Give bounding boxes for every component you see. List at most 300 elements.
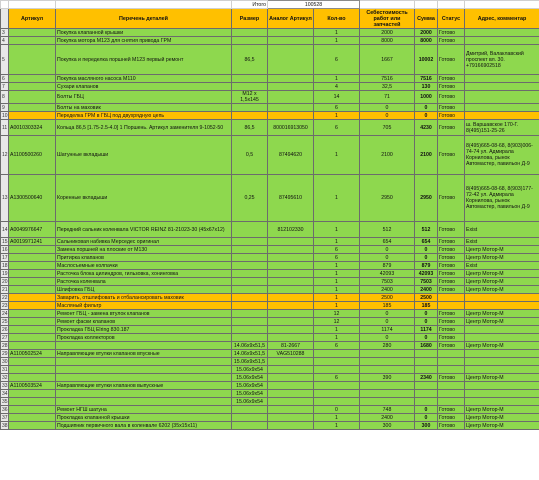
table-cell[interactable] (9, 29, 56, 37)
table-cell[interactable]: 2500 (415, 294, 438, 302)
table-cell[interactable]: VAG510288 (268, 350, 314, 358)
table-cell[interactable] (268, 104, 314, 112)
table-cell[interactable]: Готово (438, 45, 465, 75)
table-cell[interactable]: 2950 (415, 175, 438, 222)
table-cell[interactable]: Дмитрий, Валаклавский проспект вл. 30. +79166902518 (465, 45, 539, 75)
table-cell[interactable]: 2100 (360, 136, 415, 175)
table-cell[interactable] (268, 390, 314, 398)
column-header[interactable]: Артикул (9, 9, 56, 29)
table-cell[interactable] (232, 83, 268, 91)
table-cell[interactable]: 0 (360, 246, 415, 254)
table-cell[interactable] (438, 350, 465, 358)
table-cell[interactable] (9, 286, 56, 294)
table-cell[interactable] (9, 422, 56, 430)
table-cell[interactable]: Центр Мотор-М (465, 310, 539, 318)
table-cell[interactable]: 0 (415, 406, 438, 414)
table-cell[interactable]: A0010303324 (9, 120, 56, 136)
table-cell[interactable]: 0 (360, 104, 415, 112)
table-cell[interactable]: 8(495)665-08-68, 8(903)006-74-74 ул. Адмирала Корнилова, рынок Автомастер, павильон Д-9 (465, 136, 539, 175)
table-cell[interactable]: Кольца 86,5 [1.75-2.5-4.0] 1 Поршень. Артикул заменителя 9-1052-50 (56, 120, 232, 136)
table-cell[interactable] (232, 286, 268, 294)
table-cell[interactable]: 86,5 (232, 45, 268, 75)
table-cell[interactable]: Готово (438, 120, 465, 136)
table-cell[interactable]: 1 (314, 238, 360, 246)
table-cell[interactable]: Готово (438, 136, 465, 175)
column-header[interactable]: Адрес, комментар (465, 9, 539, 29)
table-cell[interactable] (465, 334, 539, 342)
table-cell[interactable] (268, 358, 314, 366)
table-cell[interactable]: Готово (438, 104, 465, 112)
table-cell[interactable]: 8000 (360, 37, 415, 45)
table-cell[interactable] (438, 398, 465, 406)
table-cell[interactable] (415, 366, 438, 374)
table-cell[interactable] (232, 112, 268, 120)
table-cell[interactable]: 0 (415, 112, 438, 120)
table-cell[interactable]: 14.06x9x51,5 (232, 342, 268, 350)
table-cell[interactable]: Exist (465, 262, 539, 270)
table-cell[interactable] (9, 83, 56, 91)
table-cell[interactable]: 130 (415, 83, 438, 91)
table-cell[interactable] (314, 358, 360, 366)
table-cell[interactable]: Центр Мотор-М (465, 278, 539, 286)
table-cell[interactable]: 4230 (415, 120, 438, 136)
table-cell[interactable] (465, 75, 539, 83)
table-cell[interactable]: 6 (314, 246, 360, 254)
table-cell[interactable]: Exist (465, 238, 539, 246)
table-cell[interactable] (232, 75, 268, 83)
table-cell[interactable]: 390 (360, 374, 415, 382)
table-cell[interactable]: 812102330 (268, 222, 314, 238)
table-cell[interactable] (268, 406, 314, 414)
table-cell[interactable] (232, 334, 268, 342)
table-cell[interactable] (9, 302, 56, 310)
table-cell[interactable] (465, 390, 539, 398)
table-cell[interactable] (438, 294, 465, 302)
table-cell[interactable]: 300 (360, 422, 415, 430)
table-cell[interactable] (314, 390, 360, 398)
table-cell[interactable]: Ремонт НГШ шатуна (56, 406, 232, 414)
table-cell[interactable]: Заварить, отшлифовать и отбалансировать маховик (56, 294, 232, 302)
table-cell[interactable]: 6 (314, 342, 360, 350)
table-cell[interactable]: 1 (314, 334, 360, 342)
table-cell[interactable]: Центр Мотор-М (465, 286, 539, 294)
table-cell[interactable]: Центр Мотор-М (465, 374, 539, 382)
table-cell[interactable]: 748 (360, 406, 415, 414)
table-cell[interactable] (232, 414, 268, 422)
column-header[interactable]: Аналог Артикул (268, 9, 314, 29)
column-header[interactable]: Размер (232, 9, 268, 29)
table-cell[interactable]: Покупка клапанной крышки (56, 29, 232, 37)
table-cell[interactable]: 1 (314, 286, 360, 294)
table-cell[interactable]: 1 (314, 75, 360, 83)
table-cell[interactable]: Готово (438, 406, 465, 414)
table-cell[interactable] (268, 262, 314, 270)
column-header[interactable]: Себестоимость работ или запчастей (360, 9, 415, 29)
table-cell[interactable]: 2000 (415, 29, 438, 37)
table-cell[interactable] (232, 302, 268, 310)
table-cell[interactable] (268, 302, 314, 310)
table-cell[interactable] (9, 406, 56, 414)
table-cell[interactable]: Передний сальник коленвала VICTOR REINZ 81-21023-30 (45x67x12) (56, 222, 232, 238)
table-cell[interactable]: Готово (438, 83, 465, 91)
table-cell[interactable]: Готово (438, 112, 465, 120)
table-cell[interactable]: A1100503524 (9, 382, 56, 390)
table-cell[interactable]: 1000 (415, 91, 438, 104)
table-cell[interactable]: Готово (438, 222, 465, 238)
table-cell[interactable]: A1100500260 (9, 136, 56, 175)
table-cell[interactable]: Центр Мотор-М (465, 270, 539, 278)
table-cell[interactable]: 0 (415, 318, 438, 326)
table-cell[interactable]: 512 (360, 222, 415, 238)
table-cell[interactable]: 1 (314, 112, 360, 120)
table-cell[interactable] (9, 326, 56, 334)
table-cell[interactable] (465, 350, 539, 358)
table-cell[interactable] (465, 112, 539, 120)
itogo-value[interactable]: 100528 (268, 1, 360, 9)
table-cell[interactable] (56, 374, 232, 382)
table-cell[interactable]: 879 (360, 262, 415, 270)
table-cell[interactable]: 0 (415, 104, 438, 112)
table-cell[interactable]: 1 (314, 136, 360, 175)
table-cell[interactable]: 15.06x9x54 (232, 390, 268, 398)
table-cell[interactable]: 2950 (360, 175, 415, 222)
table-cell[interactable]: Готово (438, 29, 465, 37)
table-cell[interactable]: 42093 (415, 270, 438, 278)
table-cell[interactable]: 1174 (415, 326, 438, 334)
table-cell[interactable]: 0 (415, 310, 438, 318)
table-cell[interactable]: 512 (415, 222, 438, 238)
table-cell[interactable] (268, 45, 314, 75)
table-cell[interactable]: 0 (360, 254, 415, 262)
table-cell[interactable]: 654 (415, 238, 438, 246)
table-cell[interactable]: 280 (360, 342, 415, 350)
table-cell[interactable] (314, 382, 360, 390)
table-cell[interactable]: 4 (314, 83, 360, 91)
table-cell[interactable] (9, 398, 56, 406)
table-cell[interactable]: 12 (314, 310, 360, 318)
table-cell[interactable]: 6 (314, 374, 360, 382)
table-cell[interactable] (9, 366, 56, 374)
table-cell[interactable] (268, 398, 314, 406)
table-cell[interactable]: Притирка клапанов (56, 254, 232, 262)
table-cell[interactable]: 6 (314, 254, 360, 262)
table-cell[interactable] (268, 318, 314, 326)
table-cell[interactable] (56, 398, 232, 406)
table-cell[interactable] (438, 358, 465, 366)
table-cell[interactable] (465, 398, 539, 406)
table-cell[interactable] (268, 254, 314, 262)
table-cell[interactable]: Готово (438, 342, 465, 350)
table-cell[interactable]: 1 (314, 270, 360, 278)
table-cell[interactable]: Болты ГБЦ (56, 91, 232, 104)
table-cell[interactable] (465, 29, 539, 37)
table-cell[interactable]: 0 (360, 334, 415, 342)
table-cell[interactable] (232, 318, 268, 326)
table-cell[interactable] (268, 366, 314, 374)
table-cell[interactable] (360, 350, 415, 358)
table-cell[interactable] (314, 366, 360, 374)
table-cell[interactable]: A1300500640 (9, 175, 56, 222)
table-cell[interactable]: Готово (438, 254, 465, 262)
table-cell[interactable]: 7516 (360, 75, 415, 83)
table-cell[interactable]: 0 (360, 310, 415, 318)
table-cell[interactable]: Ремонт фаски клапанов (56, 318, 232, 326)
table-cell[interactable]: Готово (438, 310, 465, 318)
table-cell[interactable]: 1 (314, 326, 360, 334)
table-cell[interactable] (360, 358, 415, 366)
table-cell[interactable]: 1667 (360, 45, 415, 75)
table-cell[interactable]: 1 (314, 262, 360, 270)
table-cell[interactable] (232, 104, 268, 112)
table-cell[interactable]: ш. Варшавское 170-Г. 8(495)151-25-26 (465, 120, 539, 136)
table-cell[interactable]: Прокладка клапанной крышки (56, 414, 232, 422)
table-cell[interactable] (56, 358, 232, 366)
table-cell[interactable] (9, 358, 56, 366)
column-header[interactable]: Кол-во (314, 9, 360, 29)
table-cell[interactable]: 0 (360, 112, 415, 120)
table-cell[interactable]: Коренные вкладыши (56, 175, 232, 222)
table-cell[interactable]: 0 (415, 246, 438, 254)
table-cell[interactable]: Готово (438, 175, 465, 222)
table-cell[interactable]: 0,25 (232, 175, 268, 222)
column-header[interactable]: Перечень деталей (56, 9, 232, 29)
table-cell[interactable]: A0049976647 (9, 222, 56, 238)
table-cell[interactable]: Направляющие втулки клапанов выпускные (56, 382, 232, 390)
table-cell[interactable]: 8000 (415, 37, 438, 45)
table-cell[interactable] (9, 278, 56, 286)
table-cell[interactable] (232, 37, 268, 45)
table-cell[interactable]: 6 (314, 120, 360, 136)
table-cell[interactable]: 0 (415, 254, 438, 262)
table-cell[interactable] (232, 278, 268, 286)
table-cell[interactable] (268, 334, 314, 342)
table-cell[interactable]: Масляный фильтр (56, 302, 232, 310)
table-cell[interactable]: 6 (314, 104, 360, 112)
table-cell[interactable]: Готово (438, 262, 465, 270)
table-cell[interactable] (314, 398, 360, 406)
table-cell[interactable]: Exist (465, 222, 539, 238)
table-cell[interactable]: 0 (415, 334, 438, 342)
table-cell[interactable] (9, 45, 56, 75)
table-cell[interactable] (56, 342, 232, 350)
table-cell[interactable]: 2400 (360, 286, 415, 294)
table-cell[interactable]: 15.06x9x54 (232, 374, 268, 382)
table-cell[interactable]: Готово (438, 286, 465, 294)
table-cell[interactable] (9, 91, 56, 104)
table-cell[interactable] (268, 37, 314, 45)
table-cell[interactable] (268, 112, 314, 120)
table-cell[interactable] (465, 37, 539, 45)
table-cell[interactable]: Покупка и переделка поршней M123 первый ремонт (56, 45, 232, 75)
table-cell[interactable] (232, 422, 268, 430)
table-cell[interactable]: 1 (314, 37, 360, 45)
table-cell[interactable] (415, 358, 438, 366)
table-cell[interactable]: Шатунные вкладыши (56, 136, 232, 175)
table-cell[interactable] (465, 326, 539, 334)
column-header[interactable]: Сумма (415, 9, 438, 29)
table-cell[interactable] (232, 238, 268, 246)
table-cell[interactable]: 705 (360, 120, 415, 136)
table-cell[interactable]: Готово (438, 334, 465, 342)
table-cell[interactable] (232, 406, 268, 414)
table-cell[interactable] (56, 390, 232, 398)
table-cell[interactable]: Центр Мотор-М (465, 342, 539, 350)
table-cell[interactable]: Переделка ГРМ в ГБЦ под двухрядную цепь (56, 112, 232, 120)
table-cell[interactable]: 2400 (360, 414, 415, 422)
table-cell[interactable] (268, 422, 314, 430)
table-cell[interactable]: 2340 (415, 374, 438, 382)
table-cell[interactable] (360, 398, 415, 406)
table-cell[interactable]: 2500 (360, 294, 415, 302)
table-cell[interactable] (268, 75, 314, 83)
table-cell[interactable]: 8(495)665-08-68, 8(903)177-72-42 ул. Адмирала Корнилова, рынок Автомастер, павильон Д-9 (465, 175, 539, 222)
table-cell[interactable]: 15.06x9x54 (232, 366, 268, 374)
table-cell[interactable] (9, 75, 56, 83)
table-cell[interactable]: Готово (438, 422, 465, 430)
table-cell[interactable]: Готово (438, 246, 465, 254)
table-cell[interactable] (9, 37, 56, 45)
table-cell[interactable]: Готово (438, 37, 465, 45)
table-cell[interactable] (232, 29, 268, 37)
table-cell[interactable]: Расточка коленвала (56, 278, 232, 286)
table-cell[interactable] (360, 366, 415, 374)
table-cell[interactable]: 1 (314, 29, 360, 37)
table-cell[interactable] (232, 310, 268, 318)
table-cell[interactable]: Готово (438, 374, 465, 382)
table-cell[interactable]: 1174 (360, 326, 415, 334)
table-cell[interactable]: 10002 (415, 45, 438, 75)
table-cell[interactable]: Центр Мотор-М (465, 246, 539, 254)
table-cell[interactable] (268, 238, 314, 246)
table-cell[interactable]: Готово (438, 278, 465, 286)
table-cell[interactable] (268, 374, 314, 382)
table-cell[interactable]: Готово (438, 414, 465, 422)
table-cell[interactable]: 1 (314, 278, 360, 286)
table-cell[interactable]: 12 (314, 318, 360, 326)
table-cell[interactable]: 32,5 (360, 83, 415, 91)
table-cell[interactable]: Готово (438, 91, 465, 104)
table-cell[interactable] (232, 254, 268, 262)
table-cell[interactable]: Готово (438, 326, 465, 334)
table-cell[interactable]: Подшипник первичного вала в коленвале 6202 (35x15x11) (56, 422, 232, 430)
table-cell[interactable] (465, 358, 539, 366)
table-cell[interactable] (232, 262, 268, 270)
table-cell[interactable]: 0,5 (232, 136, 268, 175)
table-cell[interactable] (415, 382, 438, 390)
table-cell[interactable]: 81-2667 (268, 342, 314, 350)
table-cell[interactable] (232, 222, 268, 238)
table-cell[interactable] (9, 374, 56, 382)
table-cell[interactable]: 7516 (415, 75, 438, 83)
table-cell[interactable] (268, 294, 314, 302)
table-cell[interactable] (465, 382, 539, 390)
table-cell[interactable] (9, 414, 56, 422)
table-cell[interactable] (465, 366, 539, 374)
table-cell[interactable] (438, 382, 465, 390)
table-cell[interactable]: 1680 (415, 342, 438, 350)
table-cell[interactable] (415, 350, 438, 358)
table-cell[interactable]: Центр Мотор-М (465, 254, 539, 262)
table-cell[interactable] (268, 310, 314, 318)
table-cell[interactable]: A1100502524 (9, 350, 56, 358)
table-cell[interactable] (9, 112, 56, 120)
table-cell[interactable]: Готово (438, 238, 465, 246)
table-cell[interactable]: 879 (415, 262, 438, 270)
table-cell[interactable] (9, 310, 56, 318)
table-cell[interactable] (360, 382, 415, 390)
table-cell[interactable] (9, 390, 56, 398)
table-cell[interactable] (232, 326, 268, 334)
table-cell[interactable] (465, 104, 539, 112)
table-cell[interactable]: 6 (314, 45, 360, 75)
table-cell[interactable]: Сухари клапанов (56, 83, 232, 91)
table-cell[interactable]: 87495610 (268, 175, 314, 222)
table-cell[interactable]: 86,5 (232, 120, 268, 136)
table-cell[interactable]: 0 (415, 414, 438, 422)
table-cell[interactable] (465, 302, 539, 310)
table-cell[interactable]: 1 (314, 422, 360, 430)
table-cell[interactable] (438, 302, 465, 310)
table-cell[interactable] (465, 91, 539, 104)
table-cell[interactable]: 800016913050 (268, 120, 314, 136)
table-cell[interactable]: 42093 (360, 270, 415, 278)
table-cell[interactable] (9, 104, 56, 112)
table-cell[interactable]: 185 (415, 302, 438, 310)
table-cell[interactable]: Готово (438, 270, 465, 278)
table-cell[interactable]: Готово (438, 75, 465, 83)
table-cell[interactable] (9, 262, 56, 270)
table-cell[interactable] (9, 294, 56, 302)
table-cell[interactable]: Готово (438, 318, 465, 326)
table-cell[interactable]: 1 (314, 302, 360, 310)
column-header[interactable]: Статус (438, 9, 465, 29)
table-cell[interactable] (465, 83, 539, 91)
table-cell[interactable] (9, 254, 56, 262)
table-cell[interactable] (9, 318, 56, 326)
table-cell[interactable] (465, 294, 539, 302)
table-cell[interactable]: 7503 (360, 278, 415, 286)
table-cell[interactable] (314, 350, 360, 358)
table-cell[interactable] (268, 286, 314, 294)
table-cell[interactable]: 71 (360, 91, 415, 104)
table-cell[interactable]: 1 (314, 414, 360, 422)
table-cell[interactable] (438, 366, 465, 374)
table-cell[interactable]: Сальниковая набивка Мерседес оригинал (56, 238, 232, 246)
table-cell[interactable]: Прокладка коллекторов (56, 334, 232, 342)
table-cell[interactable]: Прокладка ГБЦ Elring 830.187 (56, 326, 232, 334)
table-cell[interactable]: 2400 (415, 286, 438, 294)
table-cell[interactable] (268, 246, 314, 254)
table-cell[interactable]: 1 (314, 222, 360, 238)
table-cell[interactable] (268, 278, 314, 286)
table-cell[interactable]: 14.06x9x51,5 (232, 350, 268, 358)
table-cell[interactable] (415, 390, 438, 398)
table-cell[interactable]: 0 (314, 406, 360, 414)
table-cell[interactable]: M12 x 1,5x145 (232, 91, 268, 104)
table-cell[interactable]: 15.06x9x54 (232, 398, 268, 406)
table-cell[interactable]: 1 (314, 175, 360, 222)
table-cell[interactable] (9, 270, 56, 278)
table-cell[interactable]: Направляющие втулки клапанов впускные (56, 350, 232, 358)
table-cell[interactable]: 87494620 (268, 136, 314, 175)
table-cell[interactable]: Покупка мотора M123 для снятия привода ГРМ (56, 37, 232, 45)
table-cell[interactable] (9, 334, 56, 342)
table-cell[interactable] (268, 29, 314, 37)
table-cell[interactable] (9, 342, 56, 350)
table-cell[interactable]: 185 (360, 302, 415, 310)
table-cell[interactable] (232, 294, 268, 302)
table-cell[interactable]: 1 (314, 294, 360, 302)
